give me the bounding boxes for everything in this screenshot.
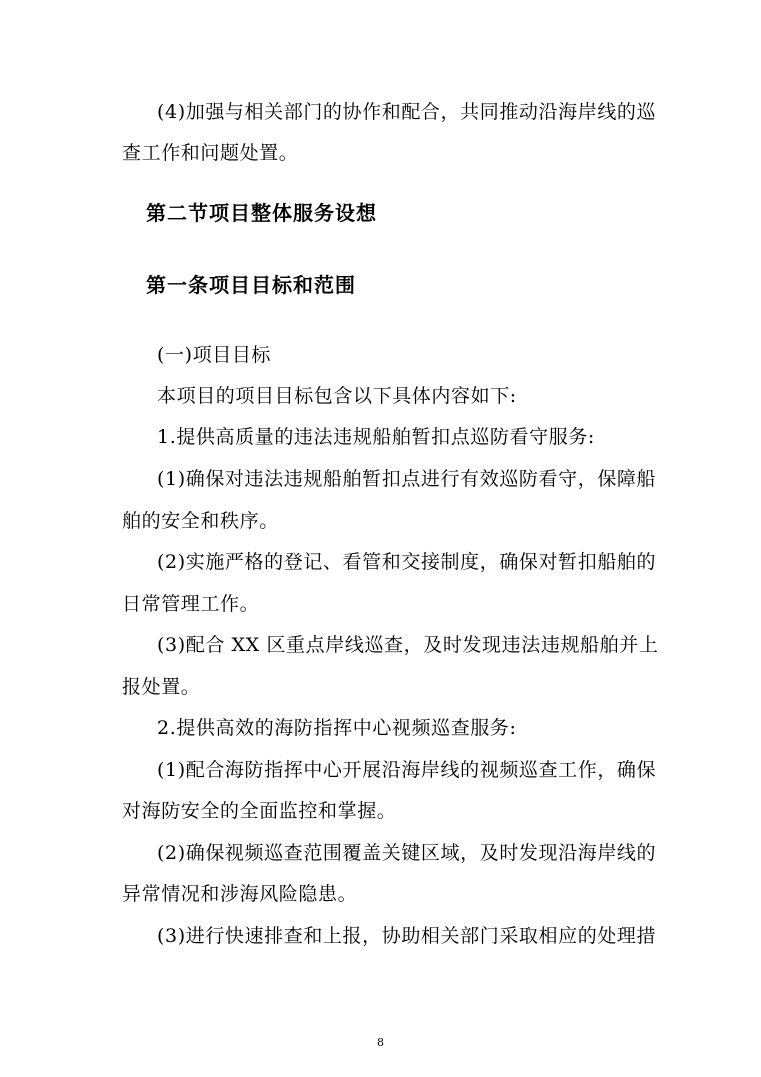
- paragraph-line: (3)进行快速排查和上报，协助相关部门采取相应的处理措: [157, 925, 657, 947]
- list-item-heading: 1.提供高质量的违法违规船舶暂扣点巡防看守服务:: [157, 426, 595, 448]
- subsection-label: (一)项目目标: [157, 344, 272, 366]
- paragraph-line: (2)实施严格的登记、看管和交接制度，确保对暂扣船舶的: [157, 551, 657, 573]
- paragraph-line: (2)确保视频巡查范围覆盖关键区域，及时发现沿海岸线的: [157, 842, 657, 864]
- paragraph-line: (4)加强与相关部门的协作和配合，共同推动沿海岸线的巡: [157, 101, 657, 123]
- article-heading: 第一条项目目标和范围: [146, 273, 356, 297]
- paragraph-line: 查工作和问题处置。: [122, 142, 299, 164]
- paragraph-line: 舶的安全和秩序。: [122, 510, 279, 532]
- page-number: 8: [377, 1036, 384, 1049]
- paragraph-line: 日常管理工作。: [122, 593, 260, 615]
- paragraph-line: (1)确保对违法违规船舶暂扣点进行有效巡防看守，保障船: [157, 468, 657, 490]
- paragraph-line: (1)配合海防指挥中心开展沿海岸线的视频巡查工作，确保: [157, 759, 657, 781]
- paragraph-line: 异常情况和涉海风险隐患。: [122, 883, 358, 905]
- section-heading: 第二节项目整体服务设想: [146, 201, 377, 225]
- paragraph-line: 对海防安全的全面监控和掌握。: [122, 800, 397, 822]
- paragraph-line: 本项目的项目目标包含以下具体内容如下:: [157, 385, 517, 407]
- paragraph-line: (3)配合 XX 区重点岸线巡查，及时发现违法违规船舶并上: [157, 634, 659, 656]
- list-item-heading: 2.提供高效的海防指挥中心视频巡查服务:: [157, 717, 517, 739]
- paragraph-line: 报处置。: [122, 676, 201, 698]
